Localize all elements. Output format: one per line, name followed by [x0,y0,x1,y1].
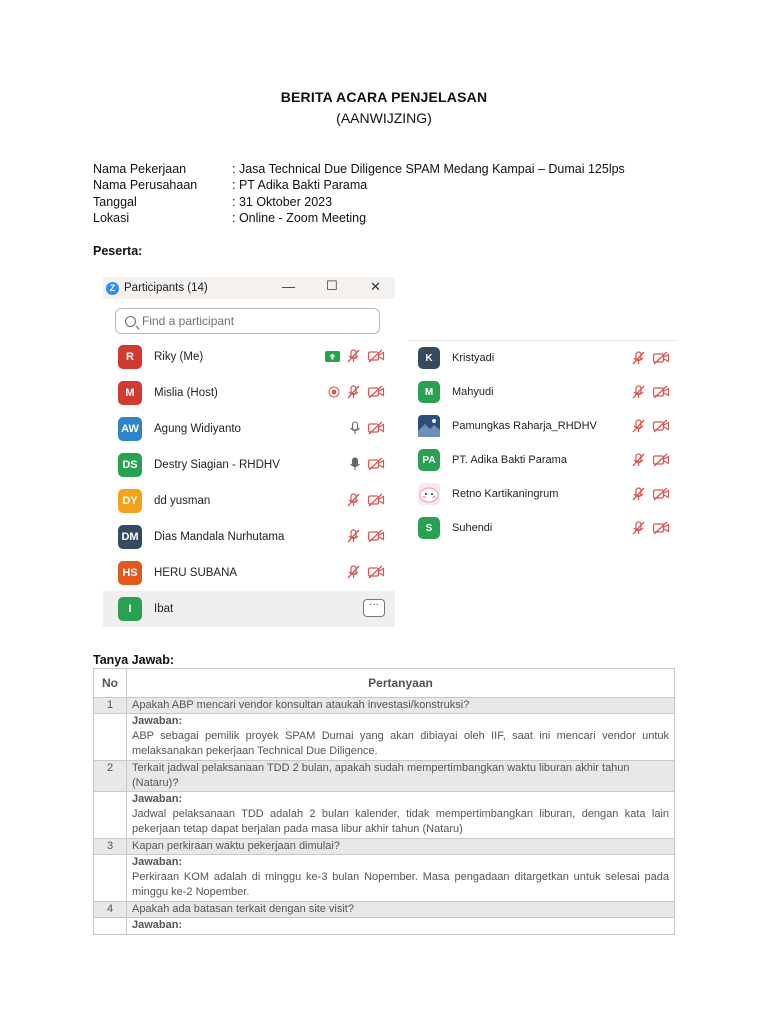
question-row [94,902,675,918]
video-off-icon[interactable] [652,419,670,433]
avatar: DM [118,525,142,549]
avatar: DS [118,453,142,477]
answer-cell [127,855,675,902]
question-row [94,761,675,792]
search-icon [125,316,136,327]
video-off-icon[interactable] [652,385,670,399]
participant-name: Agung Widiyanto [154,423,241,435]
info-row-company [93,177,625,193]
video-off-icon[interactable] [652,487,670,501]
avatar: R [118,345,142,369]
qa-col-question: Pertanyaan [127,669,675,698]
info-row-date [93,194,625,210]
question-number: 4 [94,902,127,918]
avatar: HS [118,561,142,585]
answer-cell [127,792,675,839]
avatar: M [418,381,440,403]
zoom-participants-panel [103,277,395,627]
search-input[interactable] [142,314,362,328]
participant-name: dd yusman [154,495,211,507]
avatar: PA [418,449,440,471]
participant-row[interactable] [408,375,678,409]
participant-name: Kristyadi [452,352,495,364]
participant-name: Suhendi [452,522,493,534]
info-row-job [93,161,625,177]
more-options-button[interactable]: ··· [363,599,385,617]
question-number: 3 [94,839,127,855]
participant-name: Destry Siagian - RHDHV [154,459,280,471]
qa-header-row [94,669,675,698]
answer-text: Jadwal pelaksanaan TDD adalah 2 bulan kalender, tidak mempertimbangkan liburan, dengan kata lain pekerjaan tetap dapat berjalan pada masa libur akhir tahun (Nataru) [132,808,669,835]
info-label: Nama Pekerjaan [93,162,187,176]
answer-label: Jawaban: [132,715,183,727]
zoom-participants-panel-continued [408,341,678,547]
zoom-titlebar [103,277,395,299]
mic-muted-icon[interactable] [346,565,361,579]
question-text: Kapan perkiraan waktu pekerjaan dimulai? [127,839,675,855]
participant-name: Pamungkas Raharja_RHDHV [452,420,597,432]
mic-active-icon[interactable] [349,457,361,471]
document-subtitle: (AANWIJZING) [336,110,432,126]
answer-text: ABP sebagai pemilik proyek SPAM Dumai yang akan dibiayai oleh IIF, saat ini mencari vendor untuk melaksanakan pekerjaan Technical Due Diligence. [132,730,669,757]
question-number: 2 [94,761,127,792]
avatar: S [418,517,440,539]
participant-row[interactable] [408,477,678,511]
info-value: : 31 Oktober 2023 [232,194,333,209]
avatar: AW [118,417,142,441]
question-text: Apakah ada batasan terkait dengan site visit? [127,902,675,918]
video-off-icon[interactable] [367,493,385,507]
video-off-icon[interactable] [652,521,670,535]
info-label: Tanggal [93,194,137,209]
info-label: Nama Perusahaan [93,178,198,193]
avatar: DY [118,489,142,513]
video-off-icon[interactable] [367,565,385,579]
qa-table [93,668,675,935]
participant-row[interactable] [408,511,678,545]
info-value: : Online - Zoom Meeting [232,210,367,225]
answer-text: Perkiraan KOM adalah di minggu ke-3 bulan Nopember. Masa pengadaan ditargetkan untuk selesai pada minggu ke-2 Nopember. [132,871,669,898]
video-off-icon[interactable] [367,421,385,435]
question-number: 1 [94,698,127,714]
project-info [93,161,625,226]
answer-cell [127,714,675,761]
qa-col-no: No [94,669,127,698]
mic-muted-icon[interactable] [346,349,361,363]
answer-row [94,855,675,902]
answer-number-cell [94,855,127,902]
photo-avatar-icon [418,415,440,437]
answer-number-cell [94,918,127,935]
avatar-image [418,415,440,437]
maximize-button[interactable]: ☐ [326,278,338,293]
avatar: I [118,597,142,621]
participants-heading: Peserta: [93,244,143,258]
participant-name: HERU SUBANA [154,567,238,579]
video-off-icon[interactable] [652,453,670,467]
answer-row [94,792,675,839]
mic-icon[interactable] [349,421,361,435]
participant-row[interactable] [103,483,395,519]
answer-number-cell [94,792,127,839]
video-off-icon[interactable] [367,349,385,363]
participant-name: Dias Mandala Nurhutama [154,531,285,543]
cartoon-avatar-icon [418,483,440,505]
avatar: K [418,347,440,369]
participant-row[interactable] [103,411,395,447]
answer-row [94,918,675,935]
mic-muted-icon[interactable] [346,529,361,543]
answer-label: Jawaban: [132,919,183,931]
participant-name: Retno Kartikaningrum [452,488,559,500]
participant-row[interactable] [103,447,395,483]
participant-name: Ibat [154,603,174,615]
avatar-image [418,483,440,505]
participant-row[interactable] [103,339,395,375]
qa-heading: Tanya Jawab: [93,653,175,667]
mic-muted-icon[interactable] [631,487,646,501]
share-screen-icon[interactable] [325,351,340,362]
participant-row[interactable] [408,443,678,477]
zoom-window-title: Participants (14) [124,282,208,294]
answer-label: Jawaban: [132,793,183,805]
avatar: M [118,381,142,405]
participant-search[interactable] [115,308,380,334]
video-off-icon[interactable] [367,385,385,399]
info-value: : Jasa Technical Due Diligence SPAM Medang Kampai – Dumai 125lps [232,162,625,176]
participant-row[interactable] [103,555,395,591]
video-off-icon[interactable] [367,529,385,543]
mic-muted-icon[interactable] [346,493,361,507]
info-value: : PT Adika Bakti Parama [232,178,368,193]
question-text: Apakah ABP mencari vendor konsultan ataukah investasi/konstruksi? [127,698,675,714]
participant-row[interactable] [408,409,678,443]
answer-cell [127,918,675,935]
video-off-icon[interactable] [367,457,385,471]
mic-muted-icon[interactable] [631,521,646,535]
question-row [94,839,675,855]
mic-muted-icon[interactable] [631,351,646,365]
participant-name: Mislia (Host) [154,387,218,399]
participant-name: Mahyudi [452,386,494,398]
answer-row [94,714,675,761]
minimize-button[interactable]: — [282,279,295,294]
recording-icon[interactable] [328,386,340,398]
participant-name: PT. Adika Bakti Parama [452,454,567,466]
close-button[interactable]: ✕ [370,279,381,294]
mic-muted-icon[interactable] [631,419,646,433]
info-label: Lokasi [93,210,130,225]
answer-label: Jawaban: [132,856,183,868]
participant-row[interactable] [408,341,678,375]
info-row-location [93,210,625,226]
mic-muted-icon[interactable] [346,385,361,399]
participant-row[interactable] [103,591,395,627]
answer-number-cell [94,714,127,761]
participant-row[interactable] [103,375,395,411]
mic-muted-icon[interactable] [631,453,646,467]
document-title: BERITA ACARA PENJELASAN [280,89,488,105]
participant-row[interactable] [103,519,395,555]
participant-name: Riky (Me) [154,351,204,363]
zoom-logo-icon: Z [106,282,119,295]
question-row [94,698,675,714]
video-off-icon[interactable] [652,351,670,365]
question-text: Terkait jadwal pelaksanaan TDD 2 bulan, apakah sudah mempertimbangkan waktu liburan akhir tahun (Nataru)? [127,761,675,792]
mic-muted-icon[interactable] [631,385,646,399]
